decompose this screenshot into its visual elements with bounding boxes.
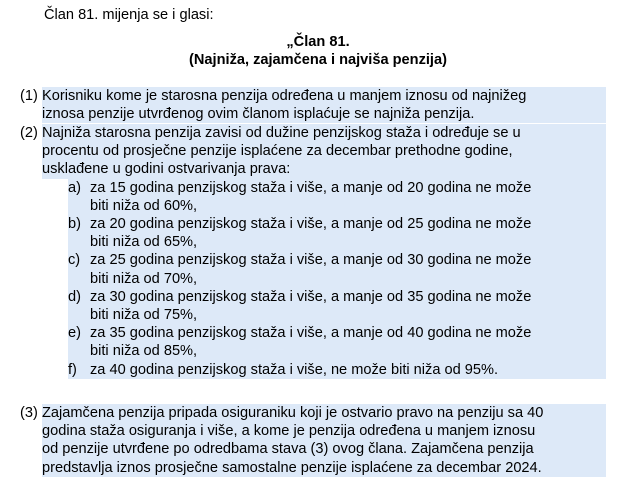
- list-item-letter: e): [68, 325, 81, 342]
- paragraph-text: [42, 87, 606, 123]
- text-line: biti niža od 75%,: [90, 307, 198, 324]
- paragraph-text: [42, 404, 606, 477]
- text-line: za 30 godina penzijskog staža i više, a manje od 35 godina ne može: [90, 288, 532, 305]
- text-line: biti niža od 85%,: [90, 343, 198, 360]
- text-line: Korisniku kome je starosna penzija određena u manjem iznosu od najnižeg: [42, 88, 527, 104]
- list-item: [68, 288, 606, 324]
- text-line: Zajamčena penzija pripada osiguraniku koji je ostvario pravo na penziju sa 40: [42, 405, 544, 421]
- list-item-letter: a): [68, 179, 81, 196]
- text-line: godina staža osiguranja i više, a kome je penzija određena u manjem iznosu: [42, 423, 536, 440]
- paragraph-2: [20, 124, 606, 379]
- text-line: procentu od prosječne penzije isplaćene za decembar prethodne godine,: [42, 143, 513, 160]
- paragraph-text: [42, 124, 606, 179]
- text-line: za 15 godina penzijskog staža i više, a manje od 20 godina ne može: [90, 179, 532, 196]
- text-line: za 40 godina penzijskog staža i više, ne može biti niža od 95%.: [90, 361, 499, 378]
- article-subtitle: (Najniža, zajamčena i najviša penzija): [189, 52, 447, 68]
- paragraph-number: (2): [20, 125, 38, 141]
- list-item-letter: b): [68, 216, 81, 233]
- list-item: [68, 215, 606, 251]
- paragraph-3: [20, 404, 606, 477]
- paragraph-number: (1): [20, 88, 38, 104]
- text-line: od penzije utvrđene po odredbama stava (3) ovog člana. Zajamčena penzija: [42, 441, 534, 458]
- list-item: [68, 251, 606, 287]
- text-line: biti niža od 65%,: [90, 234, 198, 251]
- text-line: biti niža od 70%,: [90, 270, 198, 287]
- article-title: „Član 81.: [286, 34, 350, 50]
- text-line: za 35 godina penzijskog staža i više, a manje od 40 godina ne može: [90, 325, 532, 342]
- list-item: [68, 361, 606, 379]
- list-item-letter: f): [68, 361, 77, 378]
- minimum-pension-list: [68, 179, 606, 379]
- text-line: Najniža starosna penzija zavisi od dužine penzijskog staža i određuje se u: [42, 125, 521, 141]
- text-line: iznosa penzije utvrđenog ovim članom isplaćuje se najniža penzija.: [42, 106, 475, 123]
- list-item-letter: d): [68, 288, 81, 305]
- text-line: za 20 godina penzijskog staža i više, a manje od 25 godina ne može: [90, 216, 532, 233]
- paragraph-1: [20, 87, 606, 123]
- text-line: usklađene u godini ostvarivanja prava:: [42, 161, 291, 178]
- list-item: [68, 179, 606, 215]
- intro-text: Član 81. mijenja se i glasi:: [44, 7, 214, 23]
- paragraph-number: (3): [20, 405, 38, 421]
- text-line: biti niža od 60%,: [90, 197, 198, 214]
- list-item-letter: c): [68, 252, 81, 269]
- list-item: [68, 324, 606, 360]
- text-line: za 25 godina penzijskog staža i više, a manje od 30 godina ne može: [90, 252, 532, 269]
- text-line: predstavlja iznos prosječne samostalne penzije isplaćene za decembar 2024.: [42, 459, 542, 476]
